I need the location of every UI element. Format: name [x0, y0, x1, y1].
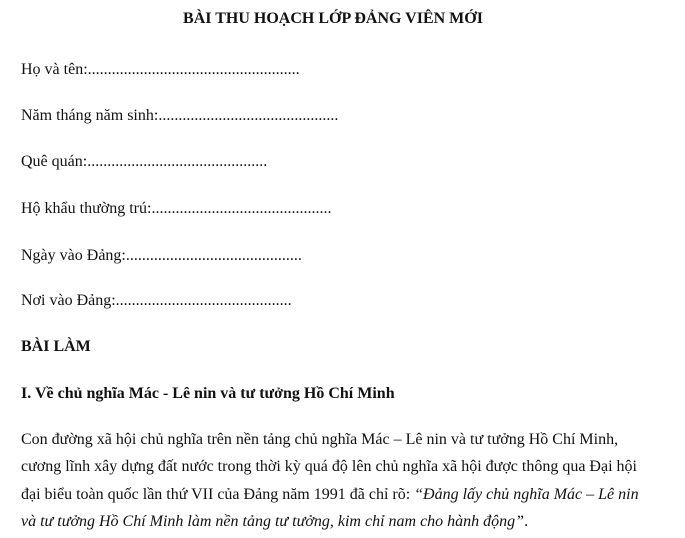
field-birth-date: [21, 107, 338, 125]
field-label: Họ và tên:: [21, 61, 88, 78]
field-label: Ngày vào Đảng:: [21, 247, 126, 264]
field-party-join-date: [21, 247, 302, 265]
field-permanent-residence: [21, 200, 331, 218]
fill-in-dots: .............................................: [158, 107, 339, 124]
quote-text: “Đảng lấy chủ nghĩa Mác – Lê nin: [414, 485, 639, 503]
paragraph-line: cương lĩnh xây dựng đất nước trong thời kỳ quá độ lên chủ nghĩa xã hội được thông qua Đại hội: [21, 458, 637, 476]
field-label: Nơi vào Đảng:: [21, 292, 116, 309]
field-full-name: [21, 61, 300, 79]
paragraph-line: [21, 481, 639, 508]
paragraph-text: đại biểu toàn quốc lần thứ VII của Đảng năm 1991 đã chỉ rõ:: [21, 485, 415, 503]
field-party-join-place: [21, 292, 292, 310]
section-heading: BÀI LÀM: [21, 338, 91, 355]
fill-in-dots: .............................................: [87, 153, 268, 170]
period: .: [524, 512, 529, 530]
fill-in-dots: ............................................: [115, 292, 292, 309]
field-hometown: [21, 153, 267, 171]
fill-in-dots: .....................................................: [87, 61, 300, 78]
quote-text: và tư tưởng Hồ Chí Minh làm nền tảng tư tưởng, kim chỉ nam cho hành động”: [21, 512, 525, 530]
fill-in-dots: ............................................: [125, 247, 302, 264]
field-label: Hộ khẩu thường trú:: [21, 200, 152, 217]
paragraph-line: [21, 508, 639, 535]
paragraph-line: Con đường xã hội chủ nghĩa trên nền tảng chủ nghĩa Mác – Lê nin và tư tưởng Hồ Chí Minh,: [21, 431, 619, 448]
document-title: BÀI THU HOẠCH LỚP ĐẢNG VIÊN MỚI: [183, 10, 483, 27]
body-paragraph: [21, 426, 639, 535]
subheading: I. Về chủ nghĩa Mác - Lê nin và tư tưởng Hồ Chí Minh: [21, 385, 395, 402]
field-label: Năm tháng năm sinh:: [21, 107, 159, 124]
fill-in-dots: .............................................: [151, 200, 332, 217]
field-label: Quê quán:: [21, 153, 88, 170]
